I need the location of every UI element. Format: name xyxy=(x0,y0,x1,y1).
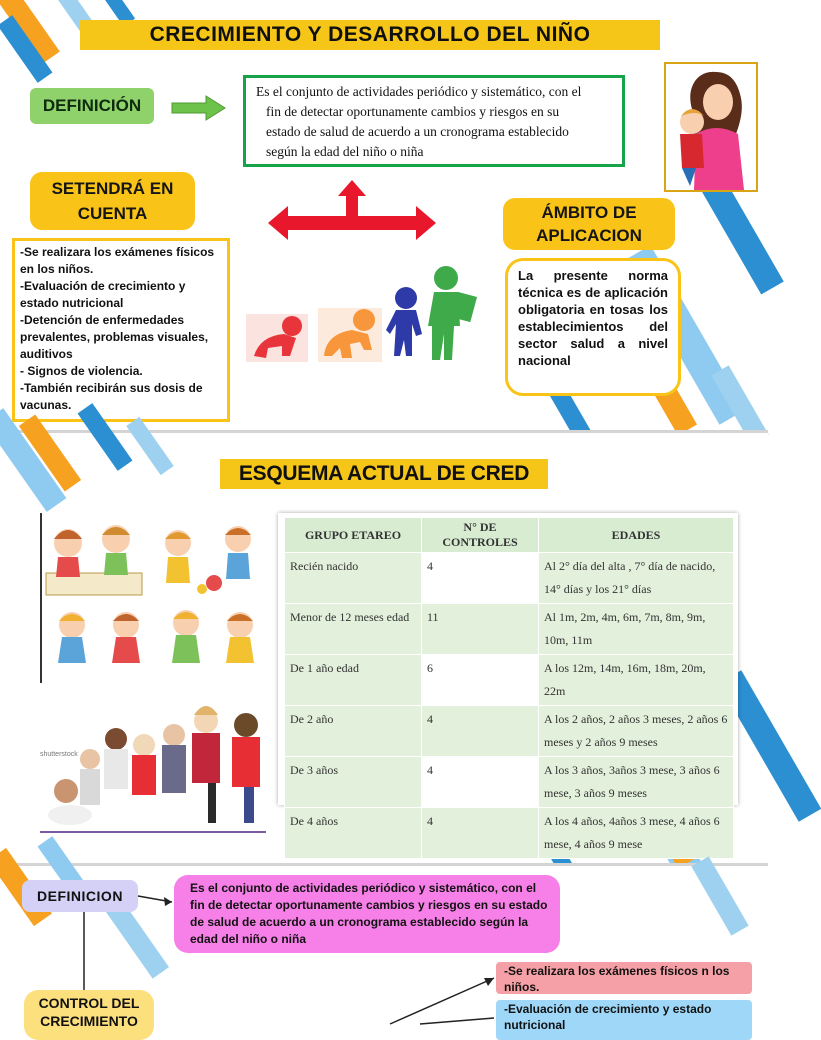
definicion-text-box: Es el conjunto de actividades periódico y sistemático, con el fin de detectar oportunamente cambios y riesgos en su estado de salud de acuerdo a un cronograma establecido según la edad del niño o niña xyxy=(174,875,560,953)
definicion-label: DEFINICIÓN xyxy=(30,88,154,124)
ambito-aplicacion-label xyxy=(503,198,675,250)
cell-controles: 4 xyxy=(422,757,539,808)
definicion-line: estado de salud de acuerdo a un cronograma establecido xyxy=(266,124,569,139)
cell-edades: Al 2° día del alta , 7° día de nacido, 14° días y los 21° días xyxy=(539,553,734,604)
tendra-en-cuenta-line: SETENDRÁ EN xyxy=(51,179,174,198)
cell-controles: 6 xyxy=(422,655,539,706)
cell-grupo: De 2 año xyxy=(285,706,422,757)
slide-crecimiento-desarrollo xyxy=(0,0,768,430)
column-header-controles: N° DE CONTROLES xyxy=(422,518,539,553)
tendra-en-cuenta-label xyxy=(30,172,195,230)
children-photo xyxy=(40,691,266,833)
children-playing-illustration xyxy=(40,513,262,683)
cell-controles: 4 xyxy=(422,706,539,757)
tendra-en-cuenta-line: CUENTA xyxy=(77,204,148,223)
cell-grupo: De 1 año edad xyxy=(285,655,422,706)
cell-grupo: De 3 años xyxy=(285,757,422,808)
cell-edades: A los 4 años, 4años 3 mese, 4 años 6 mese, 4 años 9 mese xyxy=(539,808,734,859)
cell-edades: A los 3 años, 3años 3 mese, 3 años 6 mese, 3 años 9 meses xyxy=(539,757,734,808)
table-row xyxy=(285,706,734,757)
cell-grupo: Menor de 12 meses edad xyxy=(285,604,422,655)
arrow-right-icon xyxy=(172,95,226,121)
table-row xyxy=(285,655,734,706)
cell-edades: A los 12m, 14m, 16m, 18m, 20m, 22m xyxy=(539,655,734,706)
cred-schedule-table xyxy=(284,517,734,859)
list-item: -Detención de enfermedades prevalentes, problemas visuales, auditivos xyxy=(20,313,209,361)
cell-edades: Al 1m, 2m, 4m, 6m, 7m, 8m, 9m, 10m, 11m xyxy=(539,604,734,655)
control-label-line: CONTROL DEL xyxy=(38,995,140,1011)
table-row xyxy=(285,757,734,808)
slide-mapa-conceptual xyxy=(0,866,768,1032)
page-title: CRECIMIENTO Y DESARROLLO DEL NIÑO xyxy=(80,20,660,50)
list-item: -También recibirán sus dosis de vacunas. xyxy=(20,381,203,412)
ambito-label-line: APLICACION xyxy=(536,226,642,245)
child-growth-silhouettes xyxy=(246,264,486,364)
definicion-line: fin de detectar oportunamente cambios y riesgos en su xyxy=(266,104,560,119)
control-label-line: CRECIMIENTO xyxy=(40,1013,138,1029)
table-row xyxy=(285,553,734,604)
control-crecimiento-label xyxy=(24,990,154,1040)
table-row xyxy=(285,808,734,859)
cell-grupo: De 4 años xyxy=(285,808,422,859)
cred-table-card xyxy=(278,513,738,851)
list-item: -Evaluación de crecimiento y estado nutricional xyxy=(20,279,186,310)
cell-edades: A los 2 años, 2 años 3 meses, 2 años 6 meses y 2 años 9 meses xyxy=(539,706,734,757)
ambito-aplicacion-text: La presente norma técnica es de aplicación obligatoria en tosas los establecimientos del sector salud a nivel nacional xyxy=(505,258,681,396)
examenes-fisicos-item: -Se realizara los exámenes físicos n los niños. xyxy=(496,962,752,994)
definicion-line: según la edad del niño o niña xyxy=(266,144,424,159)
list-item: -Se realizara los exámenes físicos en los niños. xyxy=(20,245,215,276)
double-arrow-icon xyxy=(266,180,438,240)
list-item: - Signos de violencia. xyxy=(20,364,143,378)
cell-controles: 11 xyxy=(422,604,539,655)
cell-controles: 4 xyxy=(422,553,539,604)
image-watermark: shutterstock xyxy=(40,751,78,758)
definicion-label: DEFINICION xyxy=(22,880,138,912)
esquema-title: ESQUEMA ACTUAL DE CRED xyxy=(220,459,548,489)
column-header-grupo: GRUPO ETAREO xyxy=(285,518,422,553)
definicion-line: Es el conjunto de actividades periódico y sistemático, con el xyxy=(256,84,582,99)
table-header-row xyxy=(285,518,734,553)
slide-esquema-cred xyxy=(0,433,768,863)
definicion-text-box xyxy=(243,75,625,167)
tendra-en-cuenta-list xyxy=(12,238,230,422)
ambito-label-line: ÁMBITO DE xyxy=(541,203,637,222)
cell-controles: 4 xyxy=(422,808,539,859)
cell-grupo: Recién nacido xyxy=(285,553,422,604)
column-header-edades: EDADES xyxy=(539,518,734,553)
evaluacion-crecimiento-item: -Evaluación de crecimiento y estado nutricional xyxy=(496,1000,752,1040)
mother-child-illustration xyxy=(664,62,758,192)
table-row xyxy=(285,604,734,655)
